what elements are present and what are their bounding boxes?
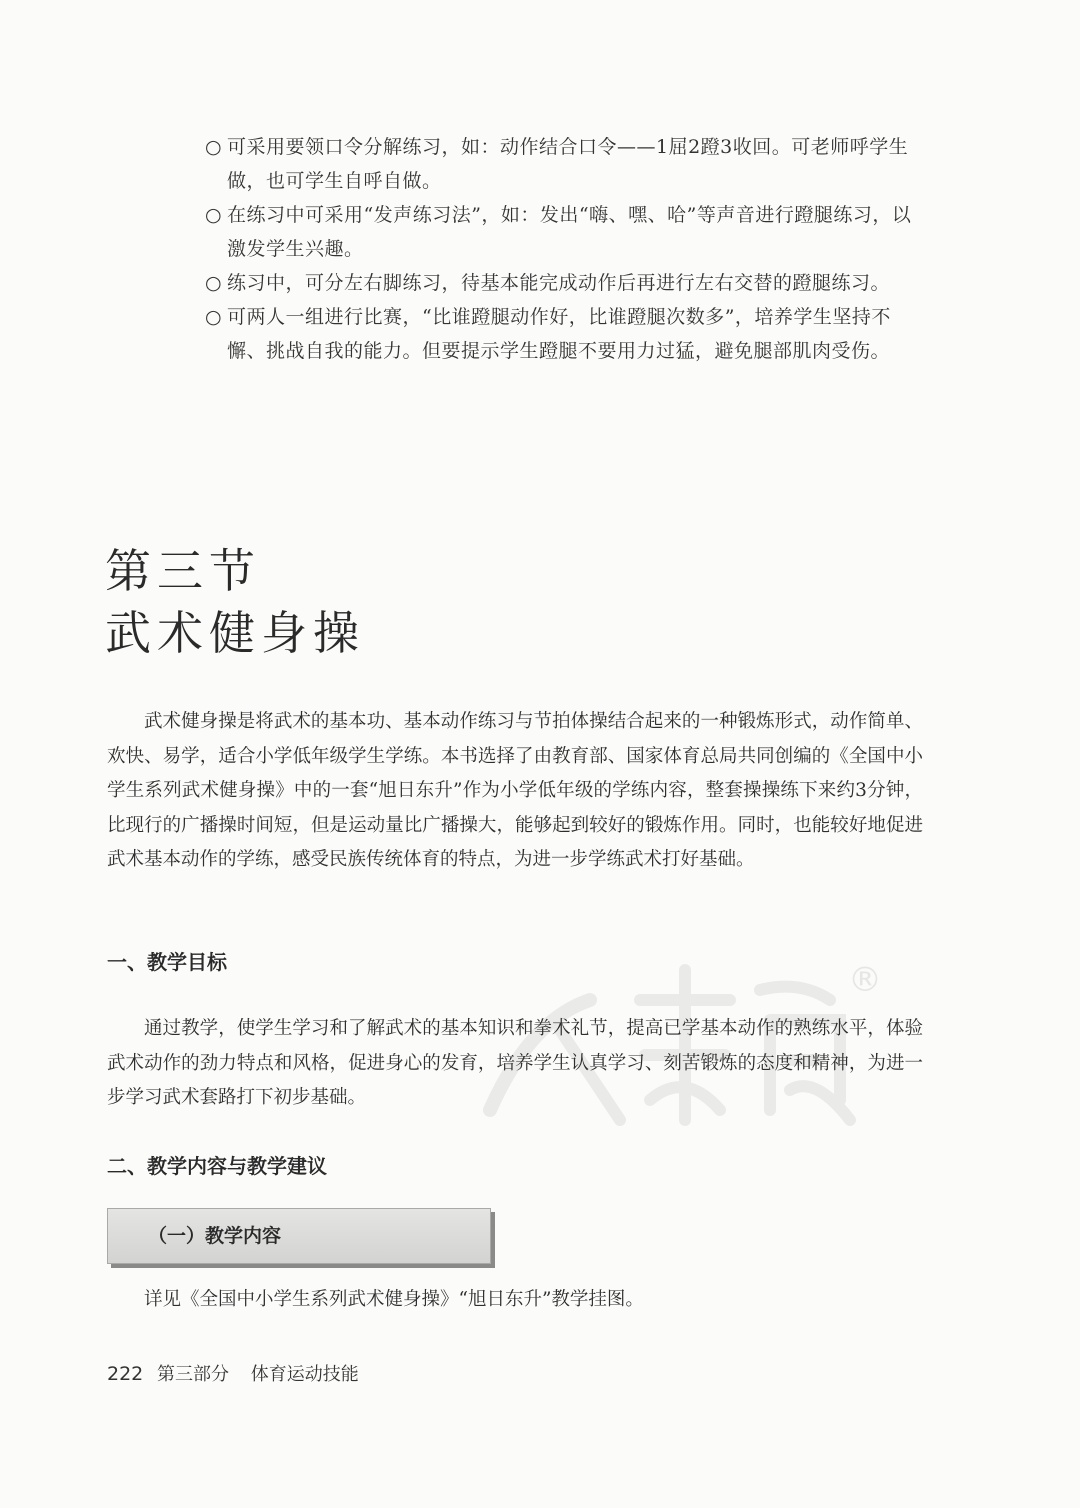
list-item-text: 可两人一组进行比赛，“比谁蹬腿动作好，比谁蹬腿次数多”，培养学生坚持不懈、挑战自我的能力。但要提示学生蹬腿不要用力过猛，避免腿部肌肉受伤。 bbox=[227, 306, 891, 362]
list-item bbox=[205, 300, 925, 368]
content-paragraph: 详见《全国中小学生系列武术健身操》“旭日东升”教学挂图。 bbox=[144, 1289, 644, 1310]
page-footer bbox=[107, 1360, 359, 1389]
goal-paragraph: 通过教学，使学生学习和了解武术的基本知识和拳术礼节，提高已学基本动作的熟练水平，体验武术动作的劲力特点和风格，促进身心的发育，培养学生认真学习、刻苦锻炼的态度和精神，为进一步学习武术套路打下初步基础。 bbox=[107, 1018, 923, 1108]
sub-heading-label: （一）教学内容 bbox=[148, 1225, 282, 1247]
circle-bullet-icon: ○ bbox=[205, 204, 223, 226]
sub-heading-box bbox=[107, 1208, 491, 1264]
page-number: 222 bbox=[107, 1363, 144, 1385]
intro-paragraph: 武术健身操是将武术的基本功、基本动作练习与节拍体操结合起来的一种锻炼形式，动作简单、欢快、易学，适合小学低年级学生学练。本书选择了由教育部、国家体育总局共同创编的《全国中小学生系列武术健身操》中的一套“旭日东升”作为小学低年级的学练内容，整套操操练下来约3分钟，比现行的广播操时间短，但是运动量比广播操大，能够起到较好的锻炼作用。同时，也能较好地促进武术基本动作的学练，感受民族传统体育的特点，为进一步学练武术打好基础。 bbox=[107, 711, 923, 870]
registered-mark: ® bbox=[848, 960, 882, 1000]
goal-heading: 一、教学目标 bbox=[107, 950, 227, 974]
section-title bbox=[105, 540, 365, 664]
list-item bbox=[205, 266, 925, 300]
list-item-text: 可采用要领口令分解练习，如：动作结合口令——1屈2蹬3收回。可老师呼学生做，也可学生自呼自做。 bbox=[227, 136, 909, 192]
section-number: 第三节 bbox=[105, 544, 261, 598]
part-title: 体育运动技能 bbox=[250, 1364, 359, 1385]
section-name: 武术健身操 bbox=[105, 606, 365, 660]
list-item bbox=[205, 198, 925, 266]
list-item bbox=[205, 130, 925, 198]
circle-bullet-icon: ○ bbox=[205, 136, 223, 158]
circle-bullet-icon: ○ bbox=[205, 306, 223, 328]
list-item-text: 练习中，可分左右脚练习，待基本能完成动作后再进行左右交替的蹬腿练习。 bbox=[227, 272, 891, 294]
part-label: 第三部分 bbox=[157, 1364, 229, 1385]
tips-list bbox=[205, 130, 925, 368]
circle-bullet-icon: ○ bbox=[205, 272, 223, 294]
list-item-text: 在练习中可采用“发声练习法”，如：发出“嗨、嘿、哈”等声音进行蹬腿练习，以激发学生兴趣。 bbox=[227, 204, 912, 260]
content-heading: 二、教学内容与教学建议 bbox=[107, 1154, 327, 1178]
